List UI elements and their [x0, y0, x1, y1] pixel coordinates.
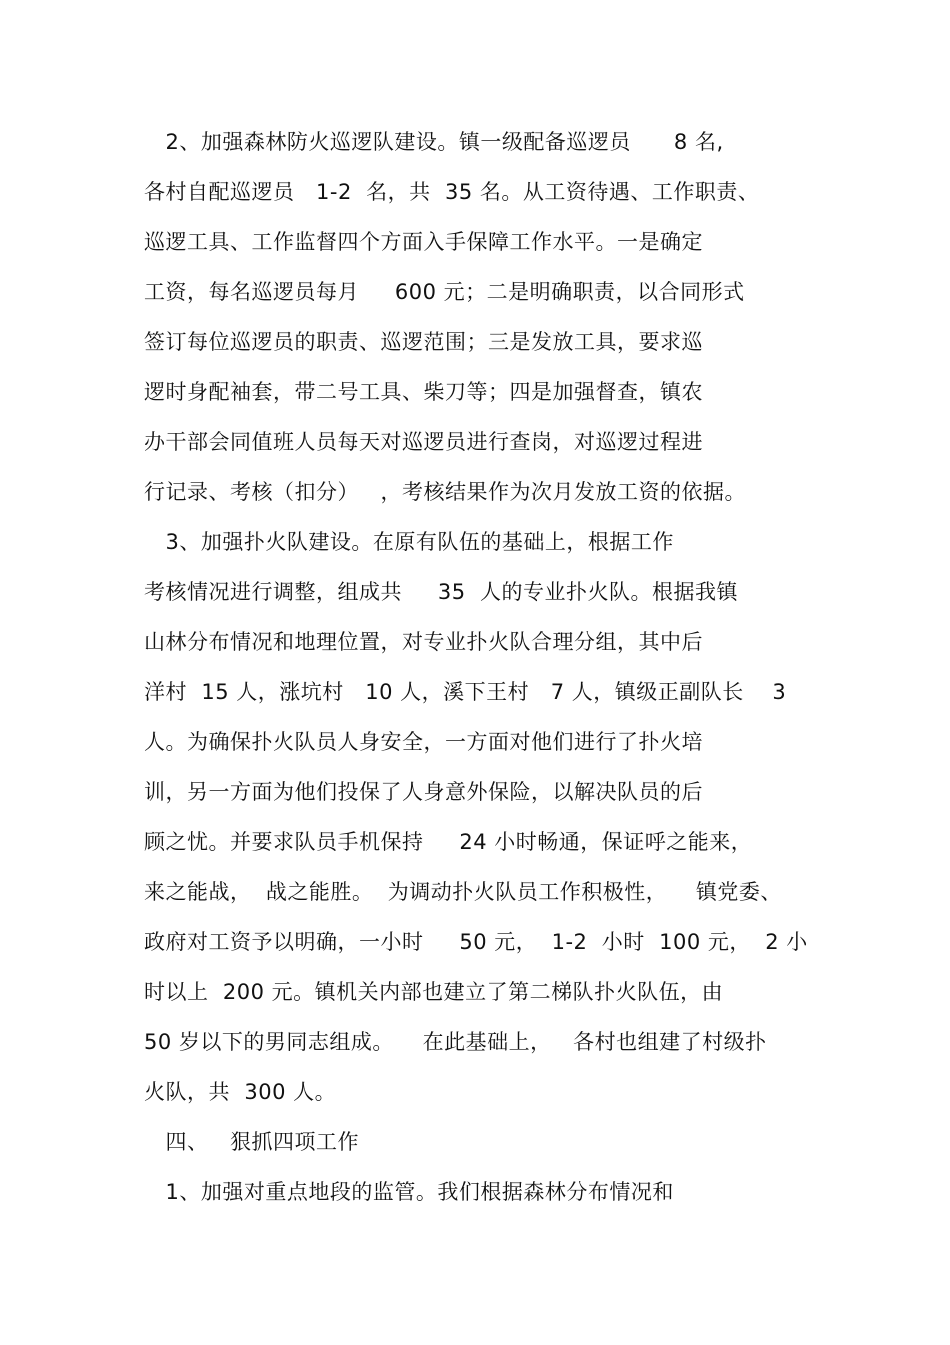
text-line: 顾之忧。并要求队员手机保持 24 小时畅通，保证呼之能来， — [144, 830, 753, 854]
text-line: 3、加强扑火队建设。在原有队伍的基础上，根据工作 — [144, 530, 674, 554]
text-line: 来之能战， 战之能胜。 为调动扑火队员工作积极性， 镇党委、 — [144, 880, 782, 904]
text-line: 训，另一方面为他们投保了人身意外保险，以解决队员的后 — [144, 780, 703, 804]
text-line: 各村自配巡逻员 1-2 名，共 35 名。从工资待遇、工作职责、 — [144, 180, 760, 204]
text-line: 办干部会同值班人员每天对巡逻员进行查岗，对巡逻过程进 — [144, 430, 703, 454]
text-line: 50 岁以下的男同志组成。 在此基础上， 各村也组建了村级扑 — [144, 1030, 767, 1054]
text-line: 洋村 15 人，涨坑村 10 人，溪下王村 7 人，镇级正副队长 3 — [144, 680, 787, 704]
text-line: 巡逻工具、工作监督四个方面入手保障工作水平。一是确定 — [144, 230, 703, 254]
text-line: 2、加强森林防火巡逻队建设。镇一级配备巡逻员 8 名, — [144, 130, 724, 154]
text-line: 行记录、考核（扣分） ，考核结果作为次月发放工资的依据。 — [144, 480, 747, 504]
text-line: 时以上 200 元。镇机关内部也建立了第二梯队扑火队伍，由 — [144, 980, 724, 1004]
text-line: 签订每位巡逻员的职责、巡逻范围；三是发放工具，要求巡 — [144, 330, 703, 354]
text-line: 政府对工资予以明确，一小时 50 元， 1-2 小时 100 元， 2 小 — [144, 930, 808, 954]
text-line: 1、加强对重点地段的监管。我们根据森林分布情况和 — [144, 1180, 674, 1204]
text-line: 逻时身配袖套，带二号工具、柴刀等；四是加强督查，镇农 — [144, 380, 703, 404]
text-line: 考核情况进行调整，组成共 35 人的专业扑火队。根据我镇 — [144, 580, 738, 604]
text-line: 火队，共 300 人。 — [144, 1080, 337, 1104]
section-heading: 四、 狠抓四项工作 — [144, 1130, 360, 1154]
text-line: 山林分布情况和地理位置，对专业扑火队合理分组，其中后 — [144, 630, 703, 654]
text-line: 人。为确保扑火队员人身安全，一方面对他们进行了扑火培 — [144, 730, 703, 754]
text-line: 工资，每名巡逻员每月 600 元；二是明确职责，以合同形式 — [144, 280, 745, 304]
